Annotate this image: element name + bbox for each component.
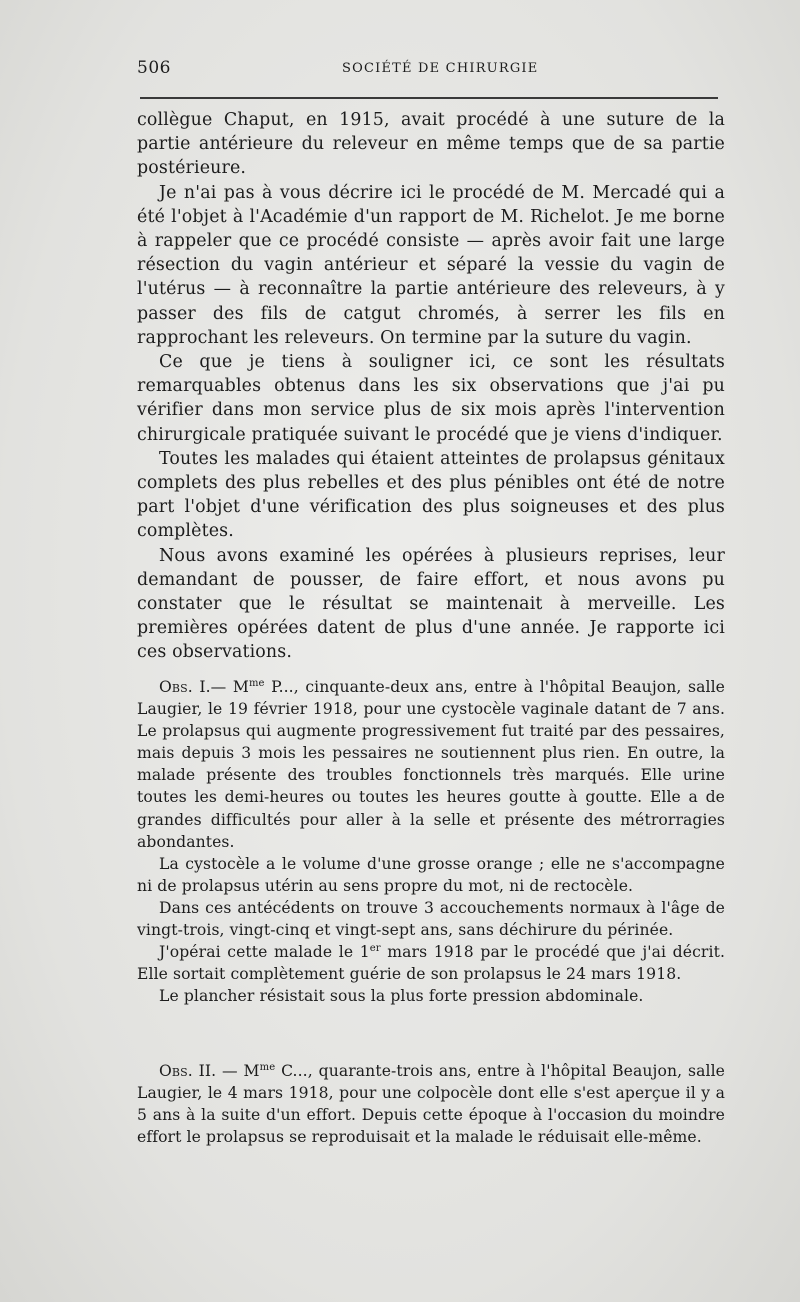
header-rule	[140, 97, 718, 99]
observation-2-label: Obs. II.	[159, 1062, 217, 1080]
observation-1-history: Dans ces antécédents on trouve 3 accouchements normaux à l'âge de vingt-trois, vingt-cinq et vingt-sept ans, sans déchirure du périnée.	[137, 898, 725, 940]
running-head: SOCIÉTÉ DE CHIRURGIE	[342, 61, 539, 76]
observation-1-label: Obs. I.	[159, 678, 211, 696]
main-text	[137, 108, 725, 665]
paragraph-continued: collègue Chaput, en 1915, avait procédé à une suture de la partie antérieure du releveur en même temps que de sa partie postérieure.	[137, 110, 725, 179]
observation-1-intro: Obs. I.— $M^{me}$ P..., cinquante-deux ans, entre à l'hôpital Beaujon, salle Laugier, le 19 février 1918, pour une cystocèle vaginale datant de 7 ans. Le prolapsus qui augmente progressivement fut traité par des pessaires, mais depuis 3 mois les pessaires ne soutiennent plus rien. En outre, la malade présente des troubles fonctionnels très marqués. Elle urine toutes les demi-heures ou toutes les heures goutte à goutte. Elle a de grandes difficultés pour aller à la selle et présente des métrorragies abondantes.	[137, 677, 726, 851]
observation-1-result: Le plancher résistait sous la plus forte pression abdominale.	[159, 987, 644, 1006]
observation-1	[137, 676, 725, 1007]
observation-1-operation: J'opérai cette malade le 1er mars 1918 par le procédé que j'ai décrit. Elle sortait complètement guérie de son prolapsus le 24 mars 1918.	[137, 942, 725, 984]
observation-2	[137, 1060, 725, 1148]
paragraph-mercade: Je n'ai pas à vous décrire ici le procédé de M. Mercadé qui a été l'objet à l'Académie d'un rapport de M. Richelot. Je me borne à rappeler que ce procédé consiste — après avoir fait une large résection du vagin antérieur et séparé la vessie du vagin de l'utérus — à reconnaître la partie antérieure des releveurs, à y passer des fils de catgut chromés, à serrer les fils en rapprochant les releveurs. On termine par la suture du vagin.	[137, 182, 725, 348]
paragraph-examination: Nous avons examiné les opérées à plusieurs reprises, leur demandant de pousser, de faire effort, et nous avons pu constater que le résultat se maintenait à merveille. Les premières opérées datent de plus d'une année. Je rapporte ici ces observations.	[137, 545, 725, 663]
observation-1-cystocele: La cystocèle a le volume d'une grosse orange ; elle ne s'accompagne ni de prolapsus utérin au sens propre du mot, ni de rectocèle.	[137, 854, 725, 895]
paragraph-results: Ce que je tiens à souligner ici, ce sont les résultats remarquables obtenus dans les six observations que j'ai pu vérifier dans mon service plus de six mois après l'intervention chirurgicale pratiquée suivant le procédé que je viens d'indiquer.	[137, 352, 725, 445]
observation-2-intro: Obs. II. — $M^{me}$ C..., quarante-trois ans, entre à l'hôpital Beaujon, salle Laugier, le 4 mars 1918, pour une colpocèle dont elle s'est aperçue il y a 5 ans à la suite d'un effort. Depuis cette époque à l'occasion du moindre effort le prolapsus se reproduisait et la malade le réduisait elle-même.	[137, 1061, 726, 1147]
page-number: 506	[137, 58, 171, 78]
page-header	[137, 58, 722, 84]
paragraph-patients: Toutes les malades qui étaient atteintes de prolapsus génitaux complets des plus rebelles et des plus pénibles ont été de notre part l'objet d'une vérification des plus soigneuses et des plus complètes.	[137, 448, 725, 542]
